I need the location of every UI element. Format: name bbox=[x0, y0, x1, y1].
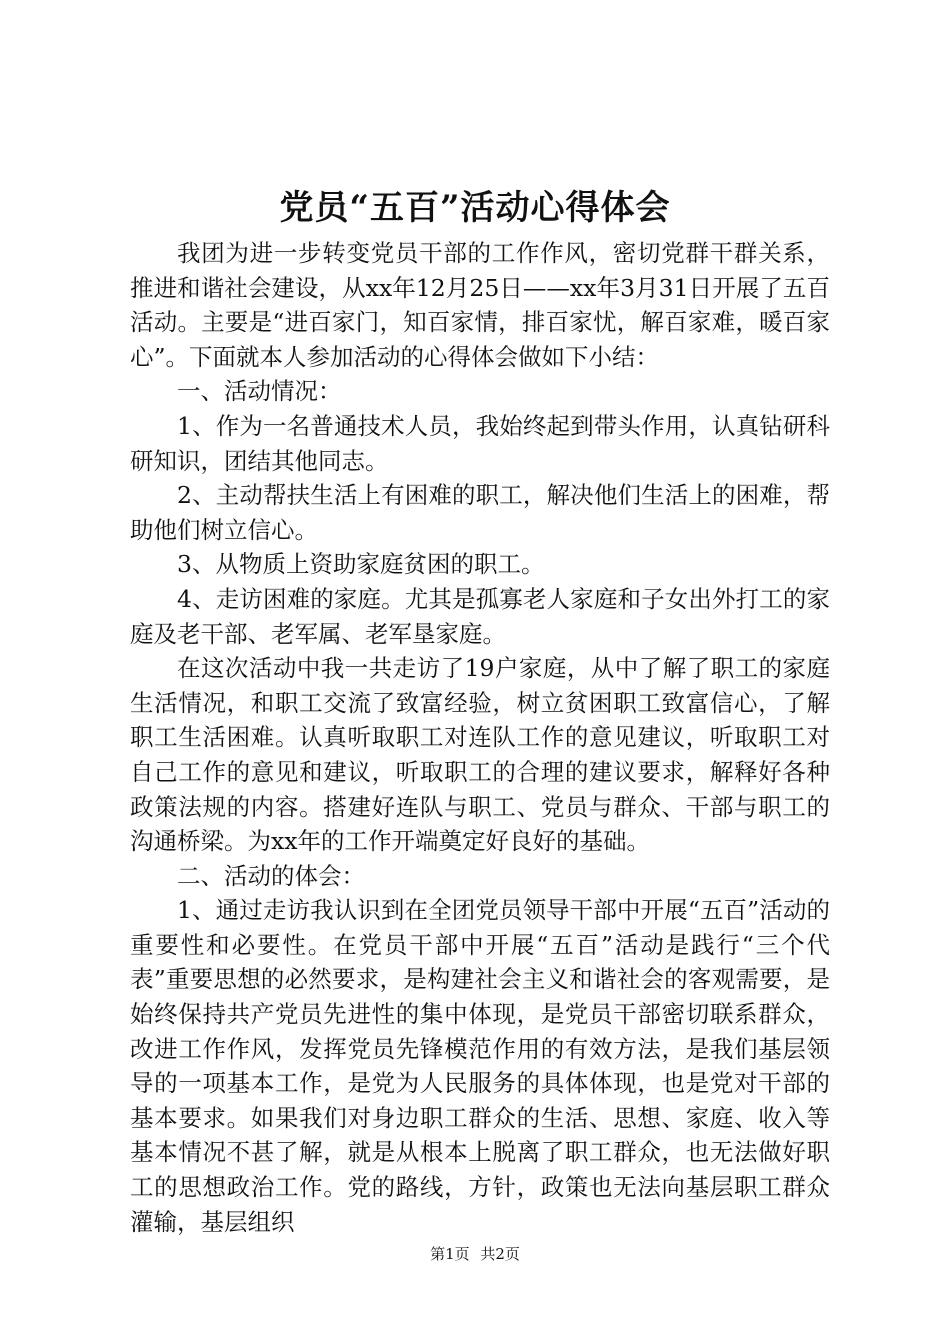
section-heading-reflection: 二、活动的体会： bbox=[177, 861, 365, 890]
section-heading-activity: 一、活动情况： bbox=[177, 377, 342, 406]
paragraph-intro: 我团为进一步转变党员干部的工作作风，密切党群干群关系，推进和谐社会建设，从xx年12月25日——xx年3月31日开展了五百活动。主要是“进百家门，知百家情，排百家忧，解百家难，暖百家心”。下面就本人参加活动的心得体会做如下小结： bbox=[130, 239, 830, 371]
document-body bbox=[130, 236, 830, 1239]
page-number: 第1页 bbox=[430, 1245, 470, 1263]
page-footer bbox=[0, 1244, 950, 1264]
document-title: 党员“五百”活动心得体会 bbox=[279, 188, 671, 228]
paragraph-reflection-1: 1、通过走访我认识到在全团党员领导干部中开展“五百”活动的重要性和必要性。在党员干部中开展“五百”活动是践行“三个代表”重要思想的必然要求，是构建社会主义和谐社会的客观需要，是始终保持共产党员先进性的集中体现，是党员干部密切联系群众，改进工作作风，发挥党员先锋模范作用的有效方法，是我们基层领导的一项基本工作，是党为人民服务的具体体现，也是党对干部的基本要求。如果我们对身边职工群众的生活、思想、家庭、收入等基本情况不甚了解，就是从根本上脱离了职工群众，也无法做好职工的思想政治工作。党的路线，方针，政策也无法向基层职工群众灌输，基层组织 bbox=[130, 896, 830, 1236]
paragraph-item-2: 2、主动帮扶生活上有困难的职工，解决他们生活上的困难，帮助他们树立信心。 bbox=[130, 481, 830, 544]
paragraph-item-4: 4、走访困难的家庭。尤其是孤寡老人家庭和子女出外打工的家庭及老干部、老军属、老军垦家庭。 bbox=[130, 584, 830, 648]
paragraph-item-1: 1、作为一名普通技术人员，我始终起到带头作用，认真钻研科研知识，团结其他同志。 bbox=[130, 411, 830, 475]
paragraph-visit-summary: 在这次活动中我一共走访了19户家庭，从中了解了职工的家庭生活情况，和职工交流了致富经验，树立贫困职工致富信心，了解职工生活困难。认真听取职工对连队工作的意见建议，听取职工对自己工作的意见和建议，听取职工的合理的建议要求，解释好各种政策法规的内容。搭建好连队与职工、党员与群众、干部与职工的沟通桥梁。为xx年的工作开端奠定好良好的基础。 bbox=[130, 654, 830, 856]
paragraph-item-3: 3、从物质上资助家庭贫困的职工。 bbox=[177, 550, 545, 579]
page-total: 共2页 bbox=[480, 1245, 520, 1263]
